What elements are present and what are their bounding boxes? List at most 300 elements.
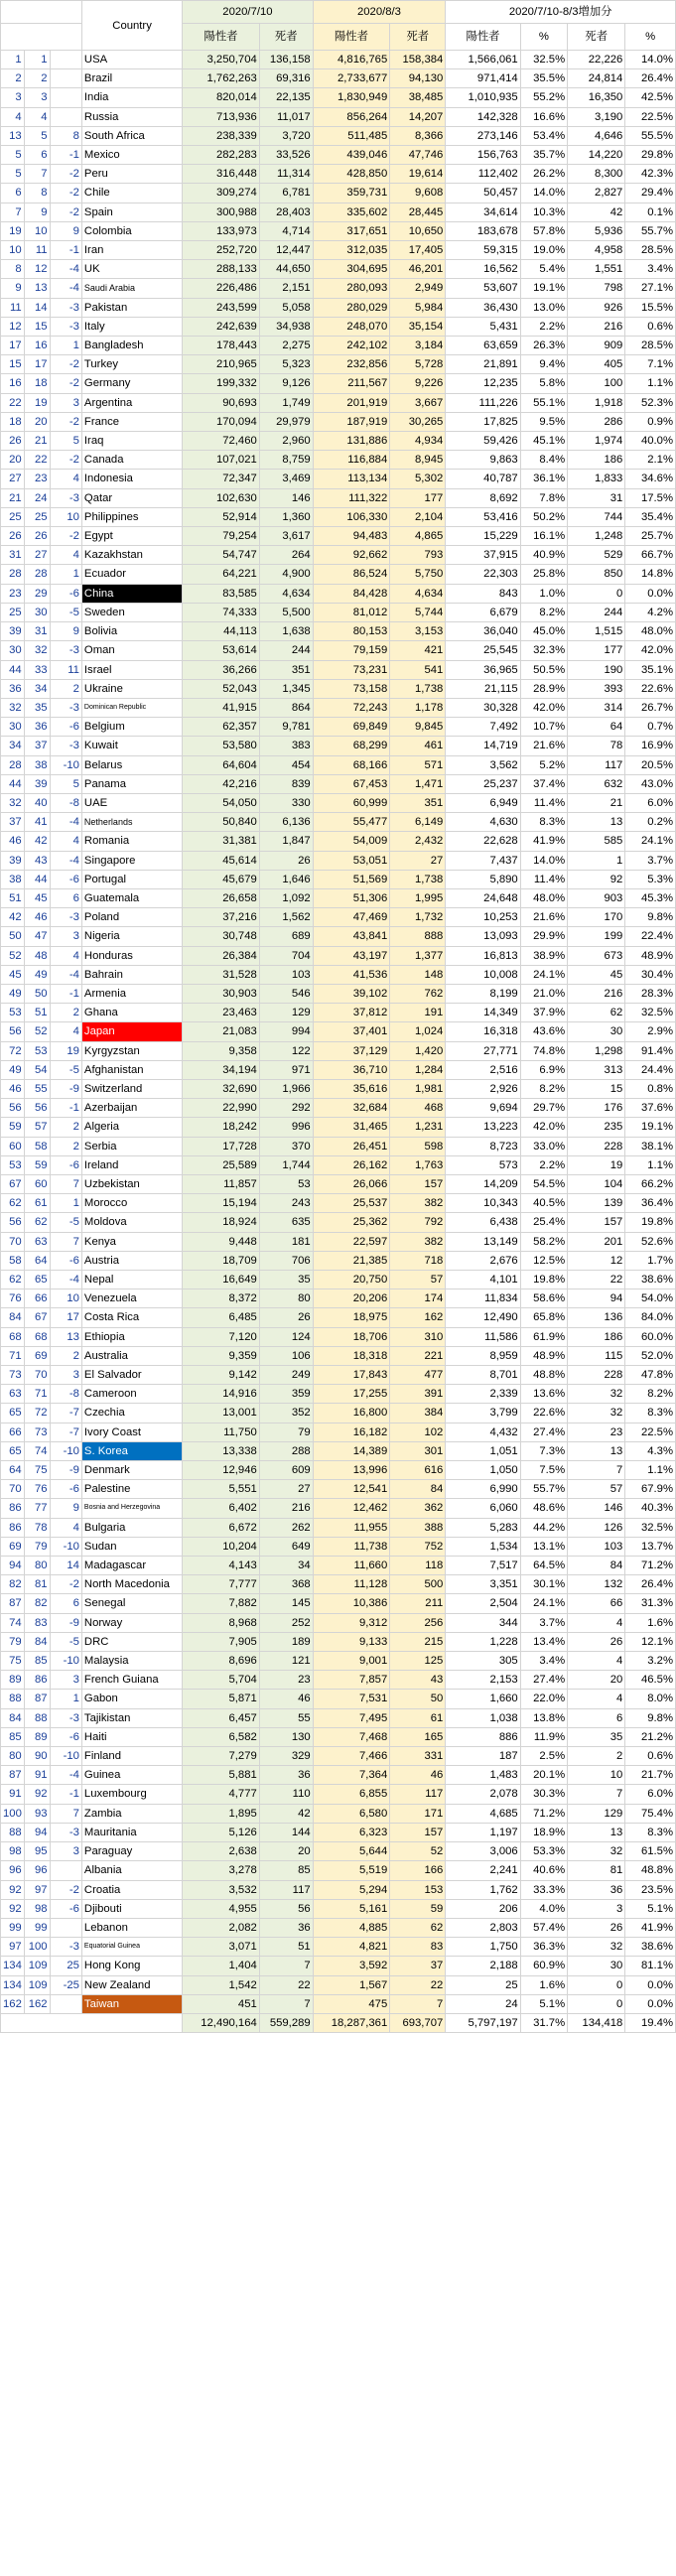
total-period2-deaths: 693,707: [390, 2013, 446, 2032]
country-name: North Macedonia: [81, 1575, 182, 1594]
country-name: UK: [81, 260, 182, 279]
period1-cases: 26,384: [183, 946, 260, 965]
period1-deaths: 189: [259, 1632, 313, 1651]
country-name: Equatorial Guinea: [81, 1938, 182, 1957]
table-row: [1, 1880, 676, 1899]
increase-deaths-pct: 30.4%: [625, 965, 676, 984]
previous-rank: 60: [1, 1137, 25, 1155]
rank-change: [50, 107, 81, 126]
rank-change: -10: [50, 755, 81, 774]
increase-deaths-pct: 40.0%: [625, 432, 676, 451]
table-row: [1, 1918, 676, 1937]
previous-rank: 3: [1, 88, 25, 107]
period2-cases: 9,312: [313, 1613, 390, 1632]
current-rank: 61: [24, 1194, 50, 1213]
increase-cases-pct: 3.4%: [520, 1652, 567, 1671]
rank-change: [50, 51, 81, 69]
increase-deaths-pct: 42.3%: [625, 165, 676, 184]
increase-cases: 344: [446, 1613, 520, 1632]
increase-cases-pct: 48.0%: [520, 888, 567, 907]
current-rank: 17: [24, 355, 50, 374]
increase-deaths: 22: [568, 1271, 625, 1289]
current-rank: 89: [24, 1727, 50, 1746]
country-name: Dominican Republic: [81, 698, 182, 717]
table-row: [1, 603, 676, 621]
previous-rank: 12: [1, 317, 25, 336]
period2-cases: 41,536: [313, 965, 390, 984]
country-name: New Zealand: [81, 1975, 182, 1994]
table-row: [1, 1652, 676, 1671]
period1-deaths: 103: [259, 965, 313, 984]
country-name: Philippines: [81, 507, 182, 526]
period2-cases: 4,821: [313, 1938, 390, 1957]
rank-change: 5: [50, 774, 81, 793]
country-name: Netherlands: [81, 813, 182, 832]
period2-cases: 232,856: [313, 355, 390, 374]
current-rank: 62: [24, 1213, 50, 1232]
increase-cases-pct-header: %: [520, 24, 567, 51]
period2-deaths: 301: [390, 1441, 446, 1460]
increase-cases-pct: 2.2%: [520, 1155, 567, 1174]
rank-change: -5: [50, 1632, 81, 1651]
increase-cases: 1,483: [446, 1766, 520, 1785]
rank-change: -3: [50, 641, 81, 660]
period1-cases: 6,457: [183, 1708, 260, 1727]
increase-cases: 6,949: [446, 793, 520, 812]
current-rank: 38: [24, 755, 50, 774]
period2-cases: 73,158: [313, 679, 390, 698]
period1-cases: 107,021: [183, 451, 260, 470]
increase-deaths-pct: 13.7%: [625, 1537, 676, 1556]
period1-deaths: 11,314: [259, 165, 313, 184]
current-rank: 46: [24, 908, 50, 927]
increase-deaths-pct: 34.6%: [625, 470, 676, 488]
period1-cases: 1,895: [183, 1804, 260, 1823]
increase-deaths-pct: 8.3%: [625, 1823, 676, 1841]
period1-deaths: 5,058: [259, 298, 313, 317]
period1-deaths: 8,759: [259, 451, 313, 470]
period1-deaths: 46: [259, 1690, 313, 1708]
previous-rank: 11: [1, 298, 25, 317]
period2-cases: 7,857: [313, 1671, 390, 1690]
period2-deaths: 888: [390, 927, 446, 946]
period1-deaths: 121: [259, 1652, 313, 1671]
table-row: [1, 1155, 676, 1174]
country-name: Pakistan: [81, 298, 182, 317]
period1-cases: 64,221: [183, 565, 260, 584]
period1-cases: 7,777: [183, 1575, 260, 1594]
previous-rank: 15: [1, 355, 25, 374]
period1-deaths: 971: [259, 1060, 313, 1079]
period1-deaths: 689: [259, 927, 313, 946]
increase-cases: 2,078: [446, 1785, 520, 1804]
period2-cases: 6,323: [313, 1823, 390, 1841]
previous-rank: 73: [1, 1366, 25, 1385]
rank-change: -10: [50, 1747, 81, 1766]
period2-cases: 2,733,677: [313, 69, 390, 88]
increase-cases: 5,283: [446, 1518, 520, 1537]
previous-rank: 59: [1, 1118, 25, 1137]
rank-change: 25: [50, 1957, 81, 1975]
period1-deaths: 1,092: [259, 888, 313, 907]
current-rank: 27: [24, 546, 50, 565]
period2-cases: 12,462: [313, 1499, 390, 1518]
rank-change: -10: [50, 1537, 81, 1556]
country-name: Romania: [81, 832, 182, 851]
current-rank: 92: [24, 1785, 50, 1804]
period1-cases: 53,580: [183, 737, 260, 755]
increase-cases-pct: 21.6%: [520, 737, 567, 755]
rank-change: 9: [50, 622, 81, 641]
table-row: [1, 1327, 676, 1346]
period1-cases: 42,216: [183, 774, 260, 793]
period2-deaths: 388: [390, 1518, 446, 1537]
current-rank: 99: [24, 1918, 50, 1937]
period1-deaths: 129: [259, 1004, 313, 1022]
rank-change: 7: [50, 1232, 81, 1251]
increase-cases-pct: 14.0%: [520, 851, 567, 870]
increase-deaths-pct: 35.4%: [625, 507, 676, 526]
table-row: [1, 984, 676, 1003]
rank-change: [50, 1861, 81, 1880]
previous-rank: 46: [1, 1079, 25, 1098]
current-rank: 100: [24, 1938, 50, 1957]
period1-cases: 9,142: [183, 1366, 260, 1385]
rank-change: 3: [50, 927, 81, 946]
period1-cases: 23,463: [183, 1004, 260, 1022]
table-row: [1, 870, 676, 888]
period1-deaths: 1,646: [259, 870, 313, 888]
increase-deaths: 62: [568, 1004, 625, 1022]
period1-cases: 62,357: [183, 718, 260, 737]
current-rank: 45: [24, 888, 50, 907]
increase-cases-pct: 24.1%: [520, 1594, 567, 1613]
period2-cases: 280,093: [313, 279, 390, 298]
increase-cases-pct: 21.0%: [520, 984, 567, 1003]
increase-cases-pct: 8.2%: [520, 1079, 567, 1098]
period1-cases: 21,083: [183, 1022, 260, 1041]
increase-cases: 40,787: [446, 470, 520, 488]
increase-cases-pct: 32.5%: [520, 51, 567, 69]
increase-deaths-pct: 43.0%: [625, 774, 676, 793]
period2-deaths: 384: [390, 1404, 446, 1423]
increase-cases: 3,799: [446, 1404, 520, 1423]
increase-deaths: 32: [568, 1938, 625, 1957]
current-rank: 22: [24, 451, 50, 470]
period1-deaths: 44,650: [259, 260, 313, 279]
table-row: [1, 774, 676, 793]
period1-cases: 5,871: [183, 1690, 260, 1708]
period1-deaths: 22,135: [259, 88, 313, 107]
country-name: Haiti: [81, 1727, 182, 1746]
period1-cases: 72,347: [183, 470, 260, 488]
rank-change: 9: [50, 221, 81, 240]
period1-cases: 45,679: [183, 870, 260, 888]
increase-deaths-pct: 1.1%: [625, 1155, 676, 1174]
increase-deaths-pct: 22.6%: [625, 679, 676, 698]
increase-cases: 22,303: [446, 565, 520, 584]
rank-change: -6: [50, 1251, 81, 1270]
period2-cases: 856,264: [313, 107, 390, 126]
period2-cases: 32,684: [313, 1099, 390, 1118]
rank-change: -8: [50, 1385, 81, 1404]
period2-cases: 280,029: [313, 298, 390, 317]
period2-deaths: 500: [390, 1575, 446, 1594]
increase-cases-pct: 9.5%: [520, 412, 567, 431]
increase-cases: 187: [446, 1747, 520, 1766]
previous-rank: 44: [1, 774, 25, 793]
increase-deaths-pct: 42.0%: [625, 641, 676, 660]
table-row: [1, 88, 676, 107]
rank-change: -7: [50, 1423, 81, 1441]
table-row: [1, 1499, 676, 1518]
period1-deaths: 146: [259, 488, 313, 507]
table-row: [1, 1060, 676, 1079]
rank-change: 8: [50, 126, 81, 145]
previous-rank: 66: [1, 1423, 25, 1441]
period1-cases: 5,704: [183, 1671, 260, 1690]
period1-deaths: 124: [259, 1327, 313, 1346]
period1-cases-header: 陽性者: [183, 24, 260, 51]
total-period2-cases: 18,287,361: [313, 2013, 390, 2032]
period1-deaths: 110: [259, 1785, 313, 1804]
period2-deaths: 43: [390, 1671, 446, 1690]
country-name: Nigeria: [81, 927, 182, 946]
current-rank: 13: [24, 279, 50, 298]
increase-deaths: 94: [568, 1289, 625, 1308]
increase-deaths-pct: 46.5%: [625, 1671, 676, 1690]
table-row: [1, 1823, 676, 1841]
period2-cases: 11,128: [313, 1575, 390, 1594]
period1-deaths: 704: [259, 946, 313, 965]
rank-change: -8: [50, 793, 81, 812]
table-row: [1, 1041, 676, 1060]
rank-change: -2: [50, 412, 81, 431]
increase-cases: 206: [446, 1899, 520, 1918]
period2-deaths: 1,738: [390, 870, 446, 888]
increase-deaths-pct: 81.1%: [625, 1957, 676, 1975]
period1-cases: 31,528: [183, 965, 260, 984]
current-rank: 79: [24, 1537, 50, 1556]
period2-cases: 25,537: [313, 1194, 390, 1213]
increase-deaths: 13: [568, 813, 625, 832]
increase-cases: 53,607: [446, 279, 520, 298]
period1-deaths: 864: [259, 698, 313, 717]
period2-cases: 1,567: [313, 1975, 390, 1994]
increase-cases-pct: 5.2%: [520, 755, 567, 774]
increase-cases: 2,339: [446, 1385, 520, 1404]
period2-cases: 3,592: [313, 1957, 390, 1975]
increase-cases: 12,235: [446, 374, 520, 393]
previous-rank: 63: [1, 1385, 25, 1404]
period2-deaths: 461: [390, 737, 446, 755]
table-row: [1, 1632, 676, 1651]
increase-deaths: 0: [568, 584, 625, 603]
increase-deaths: 13: [568, 1823, 625, 1841]
period1-cases: 74,333: [183, 603, 260, 621]
current-rank: 60: [24, 1174, 50, 1193]
current-rank: 3: [24, 88, 50, 107]
increase-deaths: 64: [568, 718, 625, 737]
period2-cases: 37,812: [313, 1004, 390, 1022]
current-rank: 77: [24, 1499, 50, 1518]
previous-rank: 53: [1, 1004, 25, 1022]
period1-deaths: 1,966: [259, 1079, 313, 1098]
period2-cases: 475: [313, 1994, 390, 2013]
country-name: Italy: [81, 317, 182, 336]
period2-deaths: 1,178: [390, 698, 446, 717]
increase-cases: 4,432: [446, 1423, 520, 1441]
table-row: [1, 584, 676, 603]
period1-deaths: 53: [259, 1174, 313, 1193]
increase-deaths: 926: [568, 298, 625, 317]
increase-deaths: 3,190: [568, 107, 625, 126]
increase-deaths: 57: [568, 1480, 625, 1499]
increase-cases-pct: 11.4%: [520, 870, 567, 888]
period1-cases: 102,630: [183, 488, 260, 507]
country-name: Costa Rica: [81, 1308, 182, 1327]
current-rank: 25: [24, 507, 50, 526]
increase-deaths-pct: 28.3%: [625, 984, 676, 1003]
previous-rank: 87: [1, 1766, 25, 1785]
increase-cases: 1,762: [446, 1880, 520, 1899]
increase-cases-pct: 53.4%: [520, 126, 567, 145]
increase-deaths-pct: 55.5%: [625, 126, 676, 145]
period1-cases: 282,283: [183, 146, 260, 165]
increase-cases-pct: 3.7%: [520, 1613, 567, 1632]
period2-cases: 7,531: [313, 1690, 390, 1708]
period1-deaths: 1,345: [259, 679, 313, 698]
current-rank: 43: [24, 851, 50, 870]
current-rank: 31: [24, 622, 50, 641]
country-name: Panama: [81, 774, 182, 793]
rank-change: -10: [50, 1652, 81, 1671]
period1-cases: 54,747: [183, 546, 260, 565]
increase-cases-pct: 22.6%: [520, 1404, 567, 1423]
previous-rank: 49: [1, 984, 25, 1003]
period1-deaths: 130: [259, 1727, 313, 1746]
period2-deaths: 3,184: [390, 337, 446, 355]
period2-cases: 7,466: [313, 1747, 390, 1766]
period1-deaths: 12,447: [259, 241, 313, 260]
increase-deaths-pct: 66.7%: [625, 546, 676, 565]
period2-deaths: 1,471: [390, 774, 446, 793]
previous-rank: 64: [1, 1461, 25, 1480]
header-blank-cell: [1, 1, 82, 24]
increase-deaths-pct: 67.9%: [625, 1480, 676, 1499]
increase-deaths-pct: 6.0%: [625, 1785, 676, 1804]
previous-rank: 75: [1, 1652, 25, 1671]
increase-deaths: 6: [568, 1708, 625, 1727]
total-period1-cases: 12,490,164: [183, 2013, 260, 2032]
previous-rank: 30: [1, 641, 25, 660]
increase-cases: 14,349: [446, 1004, 520, 1022]
period2-deaths: 52: [390, 1842, 446, 1861]
increase-deaths-pct: 26.4%: [625, 69, 676, 88]
increase-cases: 4,101: [446, 1271, 520, 1289]
increase-deaths-pct: 22.4%: [625, 927, 676, 946]
increase-cases-pct: 28.9%: [520, 679, 567, 698]
increase-cases: 2,926: [446, 1079, 520, 1098]
table-row: [1, 908, 676, 927]
table-row: [1, 317, 676, 336]
country-name: Guatemala: [81, 888, 182, 907]
period1-deaths: 145: [259, 1594, 313, 1613]
increase-deaths: 92: [568, 870, 625, 888]
increase-deaths: 228: [568, 1137, 625, 1155]
period1-cases: 11,857: [183, 1174, 260, 1193]
increase-cases-pct: 22.0%: [520, 1690, 567, 1708]
period1-cases: 5,881: [183, 1766, 260, 1785]
previous-rank: 99: [1, 1918, 25, 1937]
table-row: [1, 1708, 676, 1727]
increase-cases: 1,228: [446, 1632, 520, 1651]
rank-change: [50, 1918, 81, 1937]
period2-deaths: 30,265: [390, 412, 446, 431]
country-name: Chile: [81, 184, 182, 203]
increase-deaths-pct: 0.9%: [625, 412, 676, 431]
table-row: [1, 1994, 676, 2013]
period2-cases: 51,306: [313, 888, 390, 907]
period2-deaths: 1,738: [390, 679, 446, 698]
period2-deaths: 421: [390, 641, 446, 660]
increase-cases: 11,586: [446, 1327, 520, 1346]
increase-cases-pct: 33.3%: [520, 1880, 567, 1899]
period1-cases: 41,915: [183, 698, 260, 717]
increase-deaths: 286: [568, 412, 625, 431]
table-row: [1, 1441, 676, 1460]
period1-cases: 7,279: [183, 1747, 260, 1766]
increase-deaths: 146: [568, 1499, 625, 1518]
period1-cases: 52,914: [183, 507, 260, 526]
increase-cases-pct: 14.0%: [520, 184, 567, 203]
increase-cases: 156,763: [446, 146, 520, 165]
increase-deaths-pct: 24.4%: [625, 1060, 676, 1079]
table-row: [1, 393, 676, 412]
table-row: [1, 355, 676, 374]
table-row: [1, 546, 676, 565]
previous-rank: 84: [1, 1708, 25, 1727]
current-rank: 18: [24, 374, 50, 393]
period1-cases: 6,672: [183, 1518, 260, 1537]
increase-cases: 142,328: [446, 107, 520, 126]
increase-header: 2020/7/10-8/3増加分: [446, 1, 676, 24]
increase-cases-pct: 7.3%: [520, 1441, 567, 1460]
increase-cases: 16,562: [446, 260, 520, 279]
increase-cases: 3,562: [446, 755, 520, 774]
increase-deaths: 1,248: [568, 527, 625, 546]
period2-deaths: 191: [390, 1004, 446, 1022]
period2-deaths: 28,445: [390, 203, 446, 221]
increase-cases-pct: 57.4%: [520, 1918, 567, 1937]
increase-cases-pct: 45.1%: [520, 432, 567, 451]
period2-deaths: 256: [390, 1613, 446, 1632]
increase-deaths-pct: 7.1%: [625, 355, 676, 374]
increase-cases-pct: 74.8%: [520, 1041, 567, 1060]
increase-cases: 4,630: [446, 813, 520, 832]
increase-deaths: 177: [568, 641, 625, 660]
rank-change: 6: [50, 1594, 81, 1613]
period2-deaths: 46,201: [390, 260, 446, 279]
period2-cases: 54,009: [313, 832, 390, 851]
increase-deaths: 30: [568, 1022, 625, 1041]
rank-change: -3: [50, 317, 81, 336]
period2-deaths: 117: [390, 1785, 446, 1804]
country-name: Saudi Arabia: [81, 279, 182, 298]
country-name: Belgium: [81, 718, 182, 737]
increase-deaths-pct: 42.5%: [625, 88, 676, 107]
table-row: [1, 1747, 676, 1766]
